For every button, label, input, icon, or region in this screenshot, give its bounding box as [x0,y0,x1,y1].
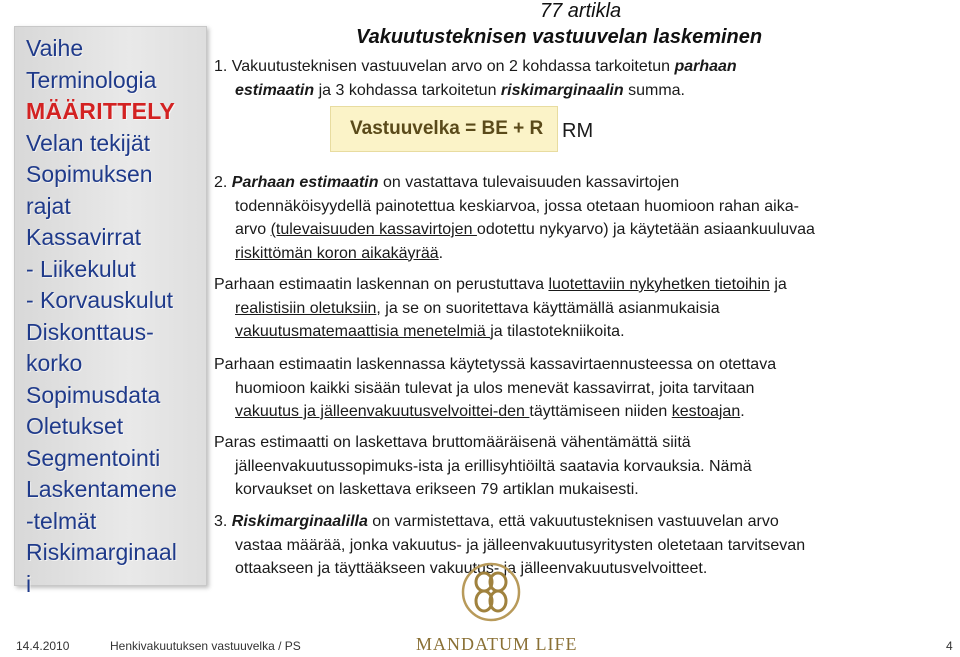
p1-text: 1. Vakuutusteknisen vastuuvelan arvo on 2 kohdassa tarkoitetun [214,58,675,75]
p1-emph3: riskimarginaalin [500,81,624,99]
paragraph-3 [214,273,787,344]
p3-underlined2: realistisiin oletuksiin [235,299,377,317]
p5-line2: jälleenvakuutussopimuks-ista ja erillisyhtiöiltä saatavia korvauksia. Nämä [235,457,752,475]
page-number: 4 [946,639,953,653]
sidebar-item-riskimarginaal[interactable]: Riskimarginaal [26,539,177,565]
page-title: Vakuutusteknisen vastuuvelan laskeminen [356,26,763,48]
p2-line2: todennäköisyydellä painotettua keskiarvoa, jossa otetaan huomioon rahan aika- [235,197,799,215]
p5-line3: korvaukset on laskettava erikseen 79 artiklan mukaisesti. [235,481,639,498]
p2-emph: Parhaan estimaatin [231,174,379,191]
p3-underlined: luotettaviin nykyhetken tietoihin [548,276,770,293]
p1-text3: summa. [623,81,685,99]
sidebar-item-kassavirrat[interactable]: Kassavirrat [26,224,142,250]
sidebar-item-rajat[interactable]: rajat [26,192,71,219]
sidebar-nav [26,33,202,600]
sidebar-item-sopimusdata[interactable]: Sopimusdata [26,381,161,408]
p3-text2: ja [769,276,787,293]
p3-text4: ja tilastotekniikoita. [490,323,625,340]
p6-line3: ottaakseen ja täyttääkseen vakuutus- ja jälleenvakuutusvelvoitteet. [235,560,708,577]
sidebar-item-laskentamene[interactable]: Laskentamene [26,476,177,502]
p4-line2: huomioon kaikki sisään tulevat ja ulos menevät kassavirrat, joita tarvitaan [235,379,755,397]
p6-text: on varmistettava, että vakuutusteknisen vastuuvelan arvo [367,513,779,530]
formula-text: Vastuuvelka = BE + R [350,118,544,139]
sidebar-item-maarittely[interactable]: MÄÄRITTELY [26,98,176,124]
sidebar-item-velan-tekijat[interactable]: Velan tekijät [26,129,151,156]
p1-emph2: estimaatin [235,81,315,99]
p1-emph: parhaan [674,58,737,75]
formula-tail: RM [562,120,594,142]
p4-end: . [740,403,745,420]
p6-line2: vastaa määrää, jonka vakuutus- ja jälleenvakuutusyritysten oletetaan tarvitsevan [235,536,806,554]
p3-text3: , ja se on suoritettava käyttämällä asianmukaisia [376,299,720,317]
p2-num: 2. [214,174,232,191]
sidebar-item-diskonttaus[interactable]: Diskonttaus- [26,318,154,345]
sidebar-item-korko[interactable]: korko [26,350,83,376]
sidebar-item-telmat[interactable]: -telmät [26,507,97,534]
p5-text: Paras estimaatti on laskettava bruttomääräisenä vähentämättä siitä [214,434,691,451]
footer-date: 14.4.2010 [16,639,70,653]
p2-underlined2: riskittömän koron aikakäyrää [235,244,439,262]
sidebar-item-terminologia[interactable]: Terminologia [26,66,157,93]
p3-text: Parhaan estimaatin laskennan on perustuttava [214,276,549,293]
footer-title: Henkivakuutuksen vastuuvelka / PS [110,639,301,653]
paragraph-1 [214,55,737,102]
sidebar-item-korvauskulut[interactable]: - Korvauskulut [26,287,174,313]
p6-emph: Riskimarginaalilla [231,513,368,530]
p3-underlined3: vakuutusmatemaattisia menetelmiä [235,323,491,340]
p6-num: 3. [214,513,232,530]
sidebar-item-oletukset[interactable]: Oletukset [26,413,124,439]
p2-underlined: (tulevaisuuden kassavirtojen [270,221,477,238]
sidebar-item-sopimuksen[interactable]: Sopimuksen [26,161,153,187]
p2-end: . [438,244,444,262]
p4-text: Parhaan estimaatin laskennassa käytetyssä kassavirtaennusteessa on otettava [214,356,777,373]
sidebar [14,26,207,597]
sidebar-item-i[interactable]: i [26,570,32,597]
p2-text4: odotettu nykyarvo) ja käytetään asiaankuuluvaa [476,221,815,238]
sidebar-item-vaihe[interactable]: Vaihe [26,35,84,61]
paragraph-2 [214,171,815,265]
paragraph-4 [214,353,776,424]
sidebar-item-segmentointi[interactable]: Segmentointi [26,444,161,471]
mandatum-logo-icon [460,560,522,624]
p2-text: on vastattava tulevaisuuden kassavirtojen [378,174,680,191]
company-logo-text: MANDATUM LIFE [416,634,578,654]
article-number: 77 artikla [540,0,622,22]
p4-underlined2: kestoajan [671,403,741,420]
p4-underlined: vakuutus ja jälleenvakuutusvelvoittei-den [235,403,530,420]
sidebar-item-liikekulut[interactable]: - Liikekulut [26,255,136,282]
p4-text3: täyttämiseen niiden [529,403,672,420]
p2-text3: arvo [235,221,271,238]
p1-text2: ja 3 kohdassa tarkoitetun [314,81,501,99]
paragraph-5 [214,431,752,502]
